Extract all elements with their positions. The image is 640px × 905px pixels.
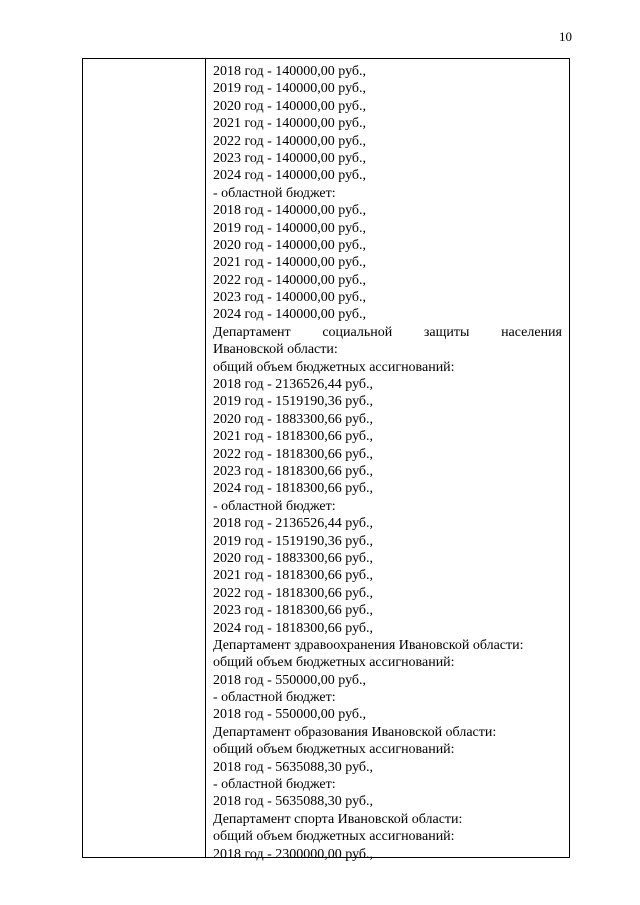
text-line: 2018 год - 550000,00 руб., bbox=[213, 707, 367, 723]
text-line: Департамент здравоохранения Ивановской области: bbox=[213, 637, 524, 653]
text-line: 2018 год - 550000,00 руб., bbox=[213, 672, 367, 688]
text-line: - областной бюджет: bbox=[213, 690, 336, 706]
text-line: 2018 год - 5635088,30 руб., bbox=[213, 794, 374, 810]
text-line: 2018 год - 140000,00 руб., bbox=[213, 203, 367, 219]
text-line: 2018 год - 2136526,44 руб., bbox=[213, 516, 374, 532]
justified-word: населения bbox=[501, 324, 562, 340]
text-line: 2022 год - 140000,00 руб., bbox=[213, 133, 367, 149]
text-line: общий объем бюджетных ассигнований: bbox=[213, 829, 455, 845]
justified-word: защиты bbox=[423, 324, 470, 340]
text-line: 2023 год - 1818300,66 руб., bbox=[213, 463, 374, 479]
justified-word: Департамент bbox=[213, 324, 291, 340]
text-line: общий объем бюджетных ассигнований: bbox=[213, 655, 455, 671]
text-line: 2020 год - 140000,00 руб., bbox=[213, 98, 367, 114]
text-line: 2024 год - 140000,00 руб., bbox=[213, 307, 367, 323]
text-line: 2021 год - 140000,00 руб., bbox=[213, 255, 367, 271]
text-line: 2019 год - 1519190,36 руб., bbox=[213, 394, 374, 410]
text-line: 2024 год - 1818300,66 руб., bbox=[213, 620, 374, 636]
text-line: 2018 год - 140000,00 руб., bbox=[213, 64, 367, 79]
text-line: 2018 год - 2136526,44 руб., bbox=[213, 377, 374, 393]
text-line: 2019 год - 140000,00 руб., bbox=[213, 220, 367, 236]
text-line: 2021 год - 140000,00 руб., bbox=[213, 116, 367, 132]
text-line: 2023 год - 140000,00 руб., bbox=[213, 290, 367, 306]
text-line: 2020 год - 140000,00 руб., bbox=[213, 237, 367, 253]
text-line: - областной бюджет: bbox=[213, 498, 336, 514]
text-line: 2020 год - 1883300,66 руб., bbox=[213, 550, 374, 566]
table-right-cell bbox=[206, 59, 569, 862]
text-line: - областной бюджет: bbox=[213, 777, 336, 793]
text-line: Ивановской области: bbox=[213, 342, 338, 358]
text-line: 2022 год - 140000,00 руб., bbox=[213, 272, 367, 288]
text-line: 2022 год - 1818300,66 руб., bbox=[213, 585, 374, 601]
text-line: - областной бюджет: bbox=[213, 185, 336, 201]
text-line: 2020 год - 1883300,66 руб., bbox=[213, 411, 374, 427]
text-line: 2023 год - 140000,00 руб., bbox=[213, 150, 367, 166]
text-line: 2024 год - 140000,00 руб., bbox=[213, 168, 367, 184]
page-number: 10 bbox=[559, 29, 572, 44]
text-line: Департамент спорта Ивановской области: bbox=[213, 811, 463, 827]
text-line: 2018 год - 5635088,30 руб., bbox=[213, 759, 374, 775]
text-line: 2019 год - 140000,00 руб., bbox=[213, 81, 367, 97]
table-left-cell bbox=[83, 59, 206, 857]
text-line: общий объем бюджетных ассигнований: bbox=[213, 359, 455, 375]
text-line: общий объем бюджетных ассигнований: bbox=[213, 742, 455, 758]
budget-table bbox=[82, 58, 570, 862]
text-line bbox=[213, 324, 562, 341]
text-line: 2021 год - 1818300,66 руб., bbox=[213, 568, 374, 584]
text-line: 2018 год - 2300000,00 руб., bbox=[213, 846, 374, 862]
text-line: 2019 год - 1519190,36 руб., bbox=[213, 533, 374, 549]
text-line: 2023 год - 1818300,66 руб., bbox=[213, 603, 374, 619]
text-line: 2021 год - 1818300,66 руб., bbox=[213, 429, 374, 445]
text-line: 2022 год - 1818300,66 руб., bbox=[213, 446, 374, 462]
text-line: 2024 год - 1818300,66 руб., bbox=[213, 481, 374, 497]
justified-word: социальной bbox=[322, 324, 393, 340]
text-line: Департамент образования Ивановской области: bbox=[213, 724, 497, 740]
